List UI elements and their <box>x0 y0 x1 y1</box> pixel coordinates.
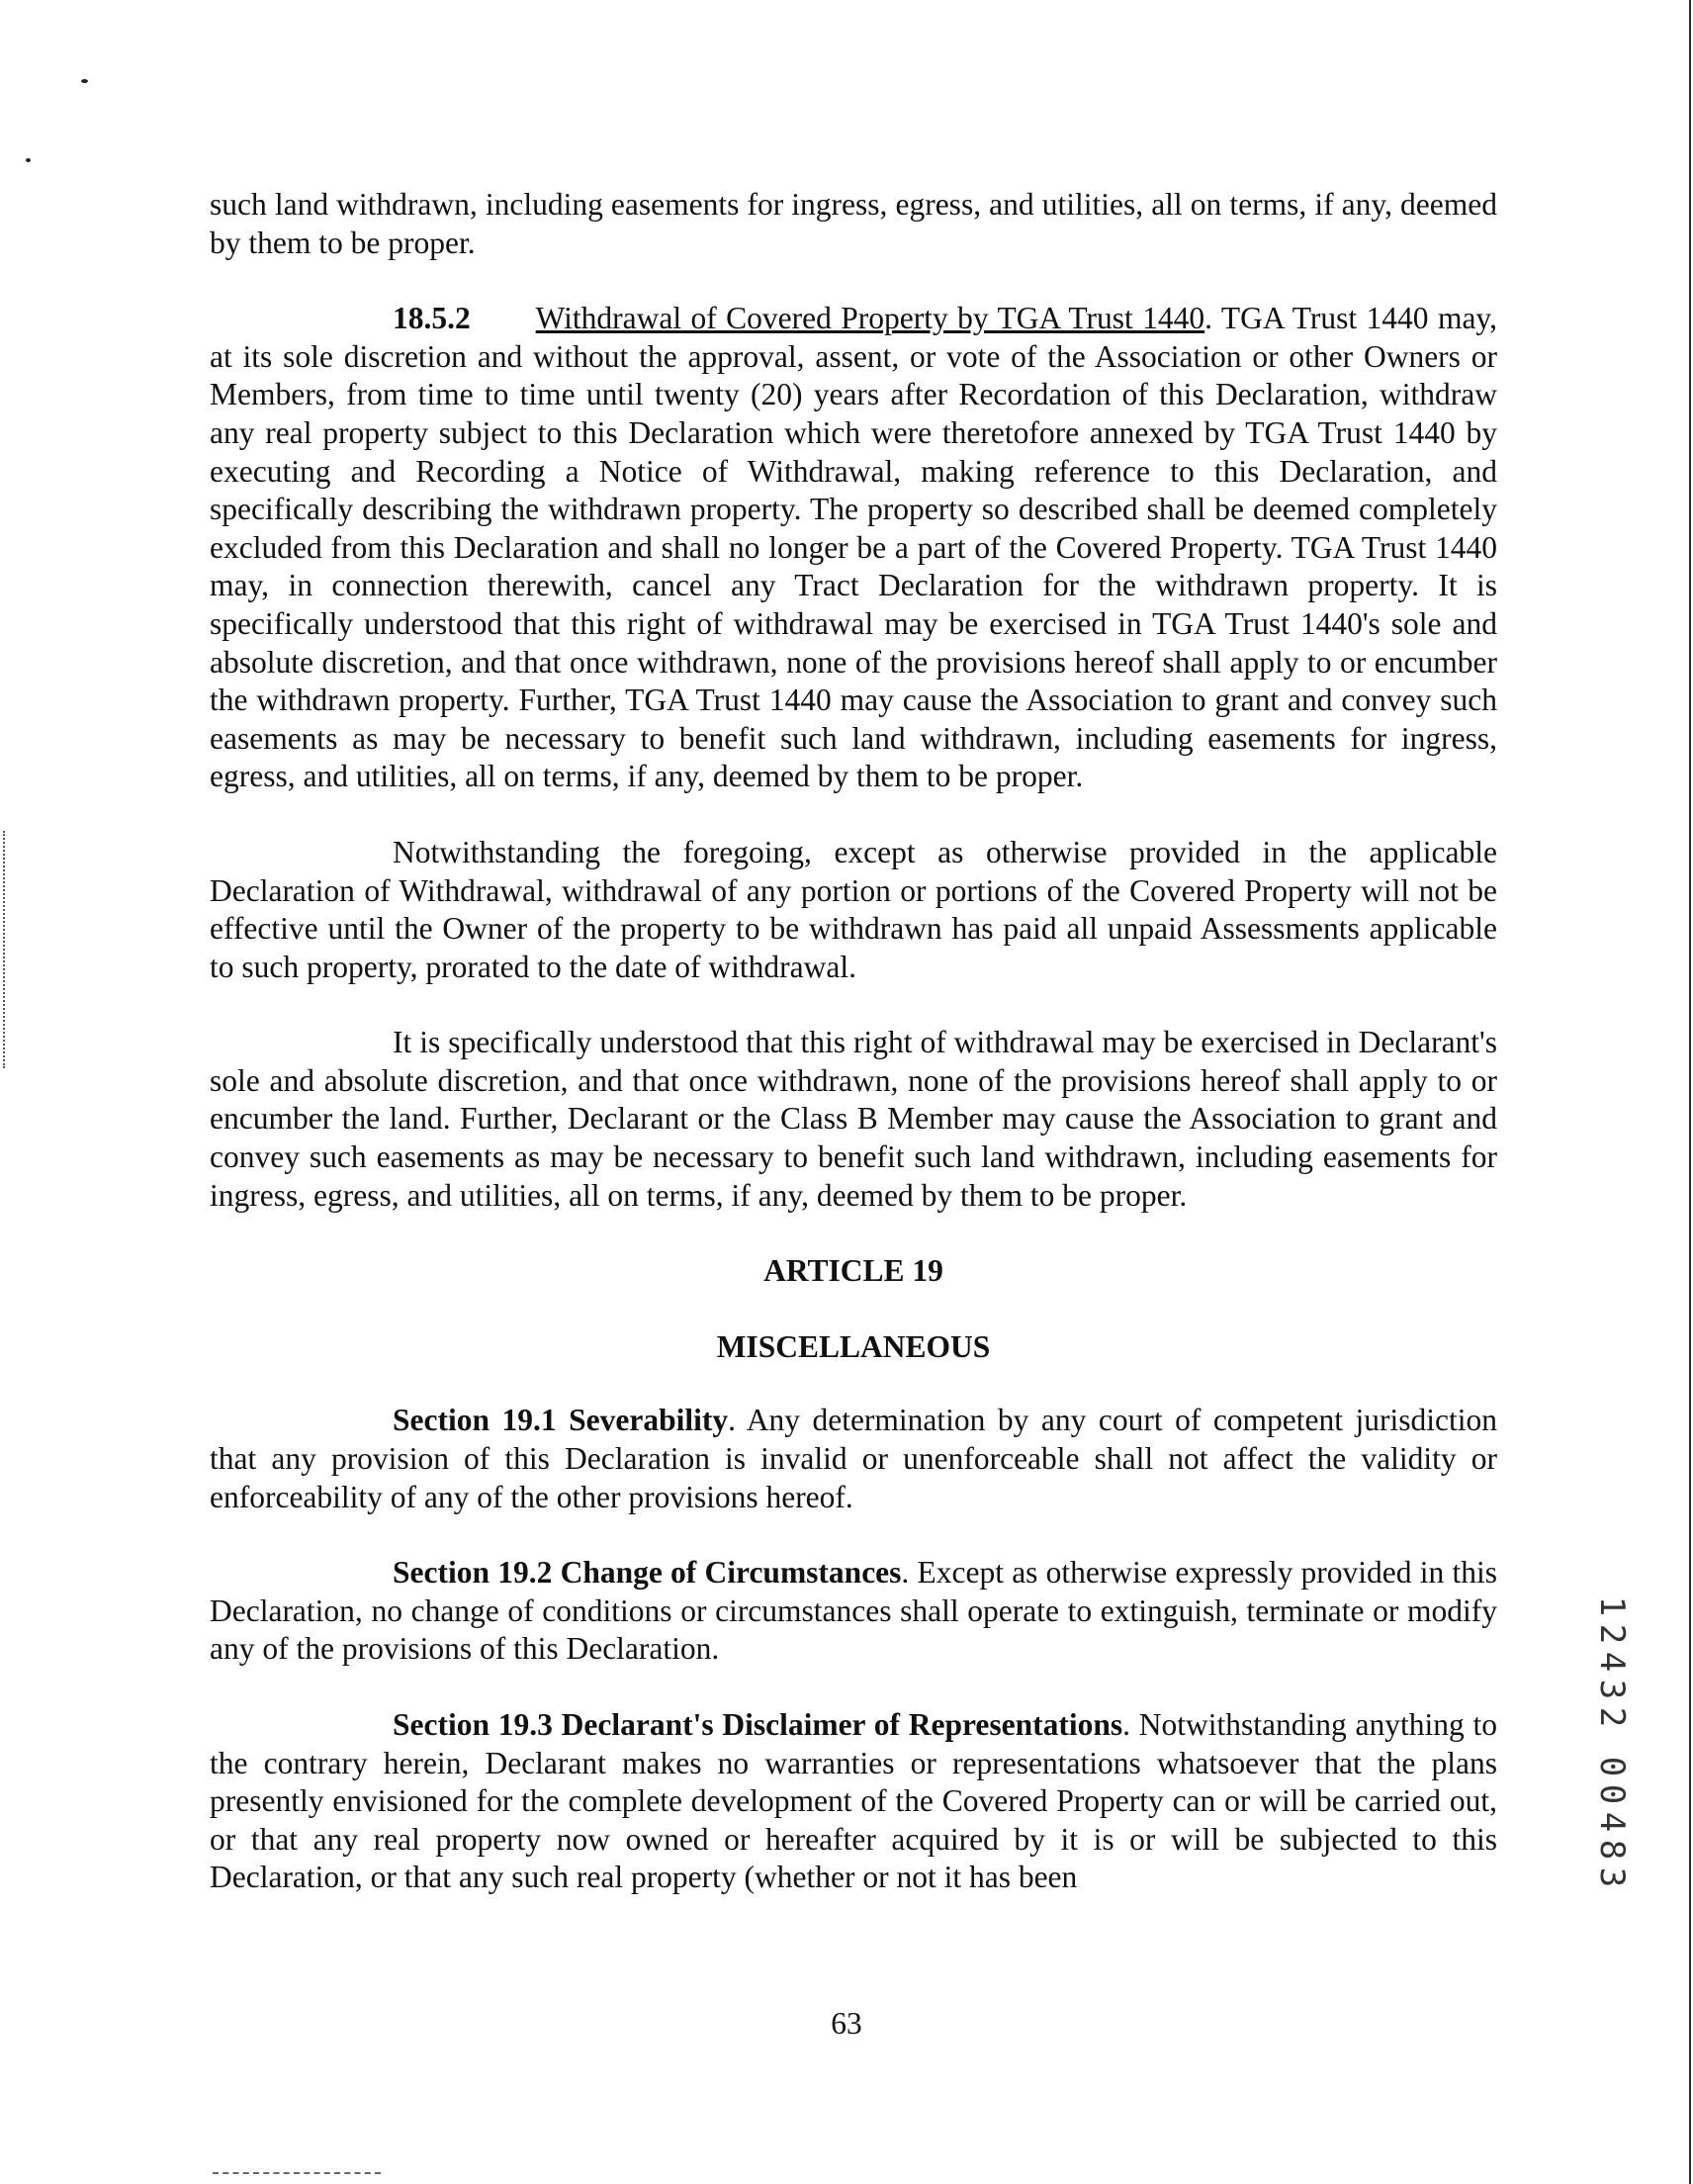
section-body: . TGA Trust 1440 may, at its sole discretion and without the approval, assent, or vote of the Association or other Owners or Members, from time to time until twenty (20) years after Recordation of this Declaration, withdraw any real property subject to this Declaration which were theretofore annexed by TGA Trust 1440 by executing and Recording a Notice of Withdrawal, making reference to this Declaration, and specifically describing the withdrawn property. The property so described shall be deemed completely excluded from this Declaration and shall no longer be a part of the Covered Property. TGA Trust 1440 may, in connection therewith, cancel any Tract Declaration for the withdrawn property. It is specifically understood that this right of withdrawal may be exercised in TGA Trust 1440's sole and absolute discretion, and that once withdrawn, none of the provisions hereof shall apply to or encumber the withdrawn property. Further, TGA Trust 1440 may cause the Association to grant and convey such easements as may be necessary to benefit such land withdrawn, including easements for ingress, egress, and utilities, all on terms, if any, deemed by them to be proper. <box>210 301 1498 794</box>
section-body: . Except as otherwise expressly provided in this Declaration, no change of conditions or circumstances shall operate to extinguish, terminate or modify any of the provisions of this Declaration. <box>210 1555 1497 1667</box>
article-title-heading: MISCELLANEOUS <box>716 1328 991 1364</box>
withdrawal-right-paragraph: It is specifically understood that this right of withdrawal may be exercised in Declarant's sole and absolute discretion, and that once withdrawn, none of the provisions hereof shall apply to or encumber the land. Further, Declarant or the Class B Member may cause the Association to grant and convey such easements as may be necessary to benefit such land withdrawn, including easements for ingress, egress, and utilities, all on terms, if any, deemed by them to be proper. <box>210 1025 1497 1213</box>
section-number: 18.5.2 <box>393 301 471 336</box>
document-body <box>210 186 1497 1897</box>
stamp-digit: 3 <box>1592 1866 1632 1888</box>
page-number: 63 <box>831 2006 862 2041</box>
stamp-digit: 4 <box>1592 1651 1632 1673</box>
section-title: Withdrawal of Covered Property by TGA Trust 1440 <box>535 301 1205 336</box>
scan-edge-right <box>1689 0 1691 2184</box>
stamp-digit: 2 <box>1592 1623 1632 1645</box>
section-19-1 <box>210 1402 1497 1516</box>
continued-paragraph: such land withdrawn, including easements for ingress, egress, and utilities, all on terms, if any, deemed by them to be proper. <box>210 187 1497 260</box>
section-19-2 <box>210 1554 1497 1669</box>
stamp-digit: 3 <box>1592 1679 1632 1700</box>
section-18-5-2 <box>210 300 1497 796</box>
stamp-digit: 2 <box>1592 1706 1632 1728</box>
stamp-digit: 4 <box>1592 1811 1632 1833</box>
bottom-scan-rule <box>213 2172 381 2174</box>
section-body: . Any determination by any court of competent jurisdiction that any provision of this Declaration is invalid or unenforceable shall not affect the validity or enforceability of any of the other provisions hereof. <box>210 1403 1498 1514</box>
recording-number-stamp <box>1590 1592 1634 1891</box>
section-label: Section 19.3 Declarant's Disclaimer of Representations <box>393 1707 1123 1742</box>
section-19-3 <box>210 1706 1497 1897</box>
article-number-heading: ARTICLE 19 <box>763 1253 943 1289</box>
stamp-digit: 0 <box>1592 1783 1632 1805</box>
section-body: . Notwithstanding anything to the contrary herein, Declarant makes no warranties or representations whatsoever that the plans presently envisioned for the complete development of the Covered Property can or will be carried out, or that any real property now owned or hereafter acquired by it is or will be subjected to this Declaration, or that any such real property (whether or not it has been <box>210 1707 1497 1895</box>
section-label: Section 19.1 Severability <box>393 1403 729 1438</box>
scan-speck <box>81 79 88 83</box>
stamp-digit: 8 <box>1592 1839 1632 1861</box>
scan-speck <box>26 158 31 162</box>
stamp-digit: 0 <box>1592 1756 1632 1777</box>
scan-edge-left <box>3 831 6 1068</box>
section-label: Section 19.2 Change of Circumstances <box>393 1555 902 1591</box>
stamp-digit: 1 <box>1592 1595 1632 1617</box>
notwithstanding-paragraph: Notwithstanding the foregoing, except as otherwise provided in the applicable Declaration of Withdrawal, withdrawal of any portion or portions of the Covered Property will not be effective until the Owner of the property to be withdrawn has paid all unpaid Assessments applicable to such property, prorated to the date of withdrawal. <box>210 834 1497 984</box>
